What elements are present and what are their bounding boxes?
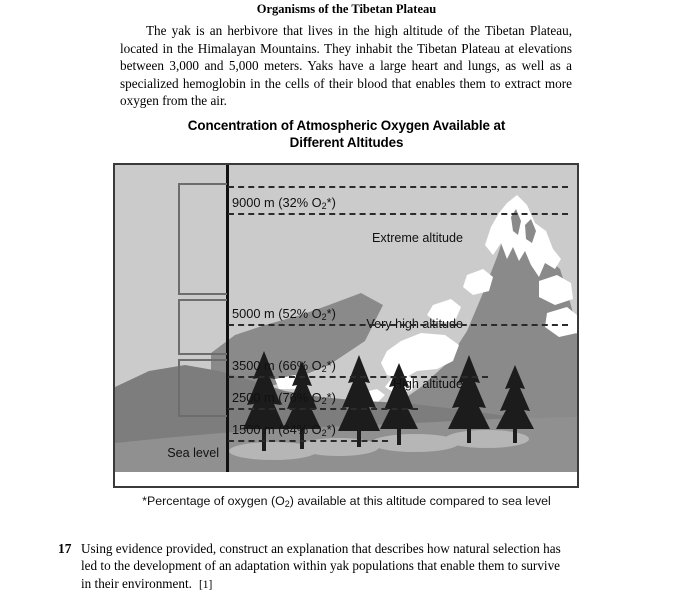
- sea-level-label: Sea level: [167, 446, 219, 460]
- altitude-label-suffix: *): [326, 358, 336, 373]
- altitude-line-1500m: [228, 440, 388, 442]
- oxygen-subscript: 2: [321, 428, 327, 438]
- altitude-label-suffix: *): [326, 390, 336, 405]
- altitude-oxygen-diagram: [113, 163, 579, 488]
- altitude-line-9000m: [228, 213, 568, 215]
- bracket-very-high-altitude: [178, 299, 227, 355]
- altitude-label-suffix: *): [326, 422, 336, 437]
- altitude-label-suffix: *): [326, 195, 336, 210]
- question-block: [58, 540, 573, 594]
- altitude-label-text: 9000 m (32% O: [232, 195, 322, 210]
- altitude-label-3500m: [232, 358, 336, 374]
- footnote-subscript: 2: [284, 499, 290, 509]
- question-prompt: Using evidence provided, construct an explanation that describes how natural selection has led to the development of an adaptation within yak populations that enable them to survive in their environment.: [81, 541, 561, 591]
- oxygen-subscript: 2: [321, 364, 327, 374]
- question-number: 17: [58, 541, 72, 556]
- passage-body: The yak is an herbivore that lives in the high altitude of the Tibetan Plateau, located in the Himalayan Mountains. They inhabit the Tibetan Plateau at elevations between 3,000 and 5,000 meters. Yaks have a large heart and lungs, as well as a specialized hemoglobin in the cells of their blood that enables them to extract more oxygen from the air.: [120, 23, 572, 109]
- altitude-label-text: 3500 m (66% O: [232, 358, 322, 373]
- altitude-line-5000m: [228, 324, 568, 326]
- altitude-label-text: 2500 m (76% O: [232, 390, 322, 405]
- question-text: [81, 540, 573, 594]
- altitude-line-3500m: [228, 376, 488, 378]
- reference-line-top: [228, 186, 568, 188]
- altitude-line-2500m: [228, 408, 418, 410]
- altitude-label-text: 5000 m (52% O: [232, 306, 322, 321]
- altitude-label-5000m: [232, 306, 336, 322]
- footnote-text-pre: *Percentage of oxygen (O: [142, 494, 285, 508]
- tree-shadow: [371, 434, 459, 452]
- category-label-high-altitude: High altitude: [392, 377, 463, 391]
- figure-title: [0, 117, 693, 151]
- category-label-extreme-altitude: Extreme altitude: [372, 231, 463, 245]
- passage-title: Organisms of the Tibetan Plateau: [256, 2, 437, 16]
- question-mark: [1]: [198, 578, 213, 591]
- altitude-label-9000m: [232, 195, 336, 211]
- altitude-label-2500m: [232, 390, 336, 406]
- figure-title-line-2: Different Altitudes: [289, 135, 404, 150]
- oxygen-subscript: 2: [321, 312, 327, 322]
- category-label-very-high-altitude: Very high altitude: [366, 317, 463, 331]
- figure-footnote: [0, 494, 693, 509]
- footnote-text-post: ) available at this altitude compared to sea level: [289, 494, 551, 508]
- figure-title-line-1: Concentration of Atmospheric Oxygen Available at: [187, 118, 506, 133]
- bracket-extreme-altitude: [178, 183, 227, 295]
- oxygen-subscript: 2: [321, 201, 327, 211]
- altitude-label-text: 1500 m (84% O: [232, 422, 322, 437]
- altitude-label-suffix: *): [326, 306, 336, 321]
- snow-patch-1: [463, 269, 493, 295]
- oxygen-subscript: 2: [321, 396, 327, 406]
- bracket-high-altitude: [178, 359, 227, 417]
- altitude-label-1500m: [232, 422, 336, 438]
